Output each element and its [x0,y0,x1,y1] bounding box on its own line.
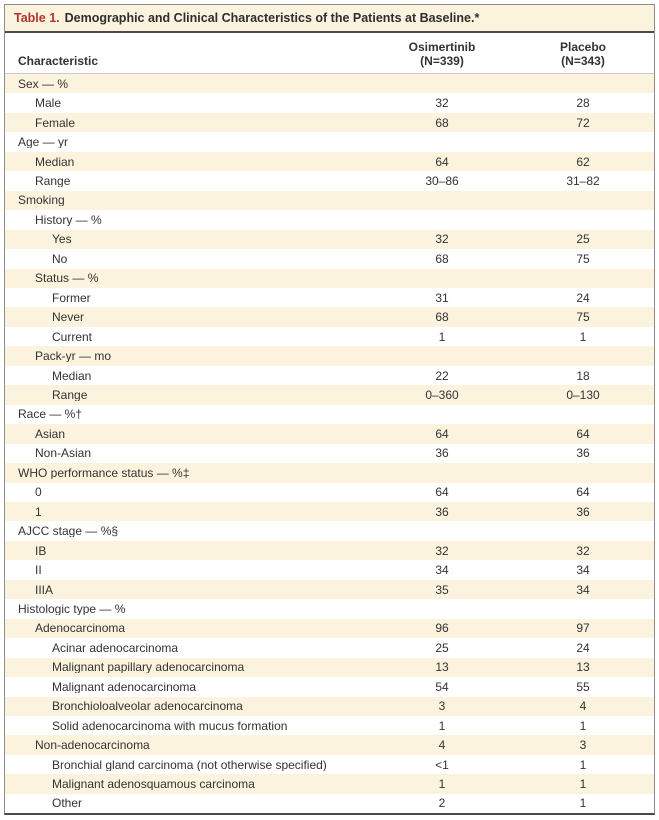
table-row [5,502,654,521]
table-row [5,463,654,482]
table-row [5,346,654,365]
table-row [5,794,654,813]
row-value-osimertinib: 1 [438,718,446,733]
row-value-placebo: 3 [579,738,587,753]
row-value-placebo: 75 [576,310,590,325]
table-row [5,93,654,112]
table-row [5,735,654,754]
row-value-osimertinib: 22 [435,368,449,383]
row-value-placebo: 97 [576,621,590,636]
column-header-placebo-name: Placebo [559,40,607,54]
table-row [5,521,654,540]
table-row [5,307,654,326]
row-label: Status — % [35,272,99,285]
row-label: Adenocarcinoma [35,622,126,635]
row-label: 1 [35,505,42,518]
row-label: History — % [35,213,102,226]
row-label: Bronchial gland carcinoma (not otherwise specified) [52,758,327,771]
table-caption: Demographic and Clinical Characteristics of the Patients at Baseline.* [64,11,480,25]
table-1-frame [4,4,655,815]
table-row [5,677,654,696]
row-value-osimertinib: 4 [438,738,446,753]
row-value-placebo: 31–82 [566,173,600,188]
row-value-placebo: 1 [579,777,587,792]
row-value-placebo: 75 [576,251,590,266]
row-value-placebo: 4 [579,699,587,714]
table-row [5,366,654,385]
row-value-osimertinib: 30–86 [425,173,459,188]
table-row [5,697,654,716]
row-label: Age — yr [18,136,69,149]
table-row [5,210,654,229]
table-title-bar [5,5,654,33]
column-header-osimertinib [372,40,512,68]
row-value-osimertinib: 32 [435,543,449,558]
row-label: Malignant adenocarcinoma [52,680,197,693]
row-value-osimertinib: 34 [435,563,449,578]
row-label: Solid adenocarcinoma with mucus formation [52,719,288,732]
column-header-placebo [512,40,654,68]
row-value-placebo: 25 [576,232,590,247]
row-label: Median [52,369,92,382]
row-label: Median [35,155,75,168]
table-row [5,541,654,560]
row-label: Smoking [18,194,65,207]
row-label: Yes [52,233,72,246]
row-value-osimertinib: 31 [435,290,449,305]
row-label: Acinar adenocarcinoma [52,641,179,654]
table-row [5,658,654,677]
table-row [5,152,654,171]
table-row [5,755,654,774]
row-value-osimertinib: 2 [438,796,446,811]
row-value-placebo: 1 [579,757,587,772]
table-row [5,444,654,463]
table-row [5,230,654,249]
row-value-osimertinib: 13 [435,660,449,675]
row-label: IIIA [35,583,54,596]
row-label: 0 [35,486,42,499]
row-value-osimertinib: 36 [435,446,449,461]
table-row [5,405,654,424]
table-row [5,619,654,638]
row-value-placebo: 1 [579,718,587,733]
row-label: Non-Asian [35,447,92,460]
row-value-osimertinib: 64 [435,154,449,169]
row-value-osimertinib: 32 [435,96,449,111]
table-row [5,483,654,502]
table-row [5,288,654,307]
row-label: AJCC stage — %§ [18,525,119,538]
row-value-osimertinib: 96 [435,621,449,636]
row-label: Pack-yr — mo [35,350,112,363]
row-value-placebo: 24 [576,640,590,655]
row-value-osimertinib: 54 [435,679,449,694]
table-row [5,560,654,579]
row-value-placebo: 28 [576,96,590,111]
row-value-osimertinib: 68 [435,115,449,130]
table-row [5,774,654,793]
column-header-osimertinib-name: Osimertinib [408,40,476,54]
row-label: Never [52,311,85,324]
row-value-placebo: 18 [576,368,590,383]
row-value-osimertinib: 35 [435,582,449,597]
row-value-placebo: 64 [576,426,590,441]
row-value-placebo: 34 [576,582,590,597]
row-label: Malignant adenosquamous carcinoma [52,778,255,791]
table-row [5,171,654,190]
row-value-osimertinib: 68 [435,251,449,266]
row-value-osimertinib: <1 [435,757,449,772]
table-number: Table 1. [14,11,60,25]
table-row [5,74,654,93]
row-label: Histologic type — % [18,602,126,615]
table-row [5,191,654,210]
row-label: II [35,564,42,577]
row-value-placebo: 24 [576,290,590,305]
row-label: Range [35,174,71,187]
row-value-osimertinib: 32 [435,232,449,247]
row-label: WHO performance status — %‡ [18,466,190,479]
row-value-osimertinib: 64 [435,485,449,500]
row-value-placebo: 55 [576,679,590,694]
table-row [5,424,654,443]
row-value-placebo: 1 [579,329,587,344]
row-value-placebo: 32 [576,543,590,558]
table-row [5,580,654,599]
row-value-placebo: 13 [576,660,590,675]
row-label: Bronchioloalveolar adenocarcinoma [52,700,243,713]
table-row [5,113,654,132]
row-label: Male [35,97,62,110]
row-label: Sex — % [18,77,69,90]
table-body [5,74,654,813]
row-value-placebo: 0–130 [566,387,600,402]
table-row [5,269,654,288]
row-label: Asian [35,427,66,440]
row-value-placebo: 62 [576,154,590,169]
row-value-osimertinib: 1 [438,329,446,344]
column-header-characteristic: Characteristic [18,54,99,68]
table-row [5,716,654,735]
row-label: Race — %† [18,408,83,421]
row-label: Female [35,116,76,129]
row-value-placebo: 34 [576,563,590,578]
row-value-placebo: 1 [579,796,587,811]
row-label: No [52,252,68,265]
column-header-row [5,33,654,74]
table-row [5,599,654,618]
row-label: Other [52,797,83,810]
row-value-placebo: 36 [576,504,590,519]
row-label: Former [52,291,91,304]
row-value-osimertinib: 64 [435,426,449,441]
row-value-placebo: 64 [576,485,590,500]
row-value-osimertinib: 1 [438,777,446,792]
row-value-osimertinib: 0–360 [425,387,459,402]
row-label: Range [52,388,88,401]
row-value-placebo: 36 [576,446,590,461]
table-row [5,132,654,151]
row-label: Non-adenocarcinoma [35,739,150,752]
row-value-osimertinib: 36 [435,504,449,519]
row-label: Current [52,330,93,343]
row-label: IB [35,544,47,557]
row-value-osimertinib: 25 [435,640,449,655]
row-label: Malignant papillary adenocarcinoma [52,661,245,674]
table-row [5,327,654,346]
table-row [5,249,654,268]
table-row [5,638,654,657]
row-value-placebo: 72 [576,115,590,130]
column-header-osimertinib-n: (N=339) [420,54,464,68]
column-header-placebo-n: (N=343) [561,54,605,68]
row-value-osimertinib: 3 [438,699,446,714]
table-row [5,385,654,404]
row-value-osimertinib: 68 [435,310,449,325]
